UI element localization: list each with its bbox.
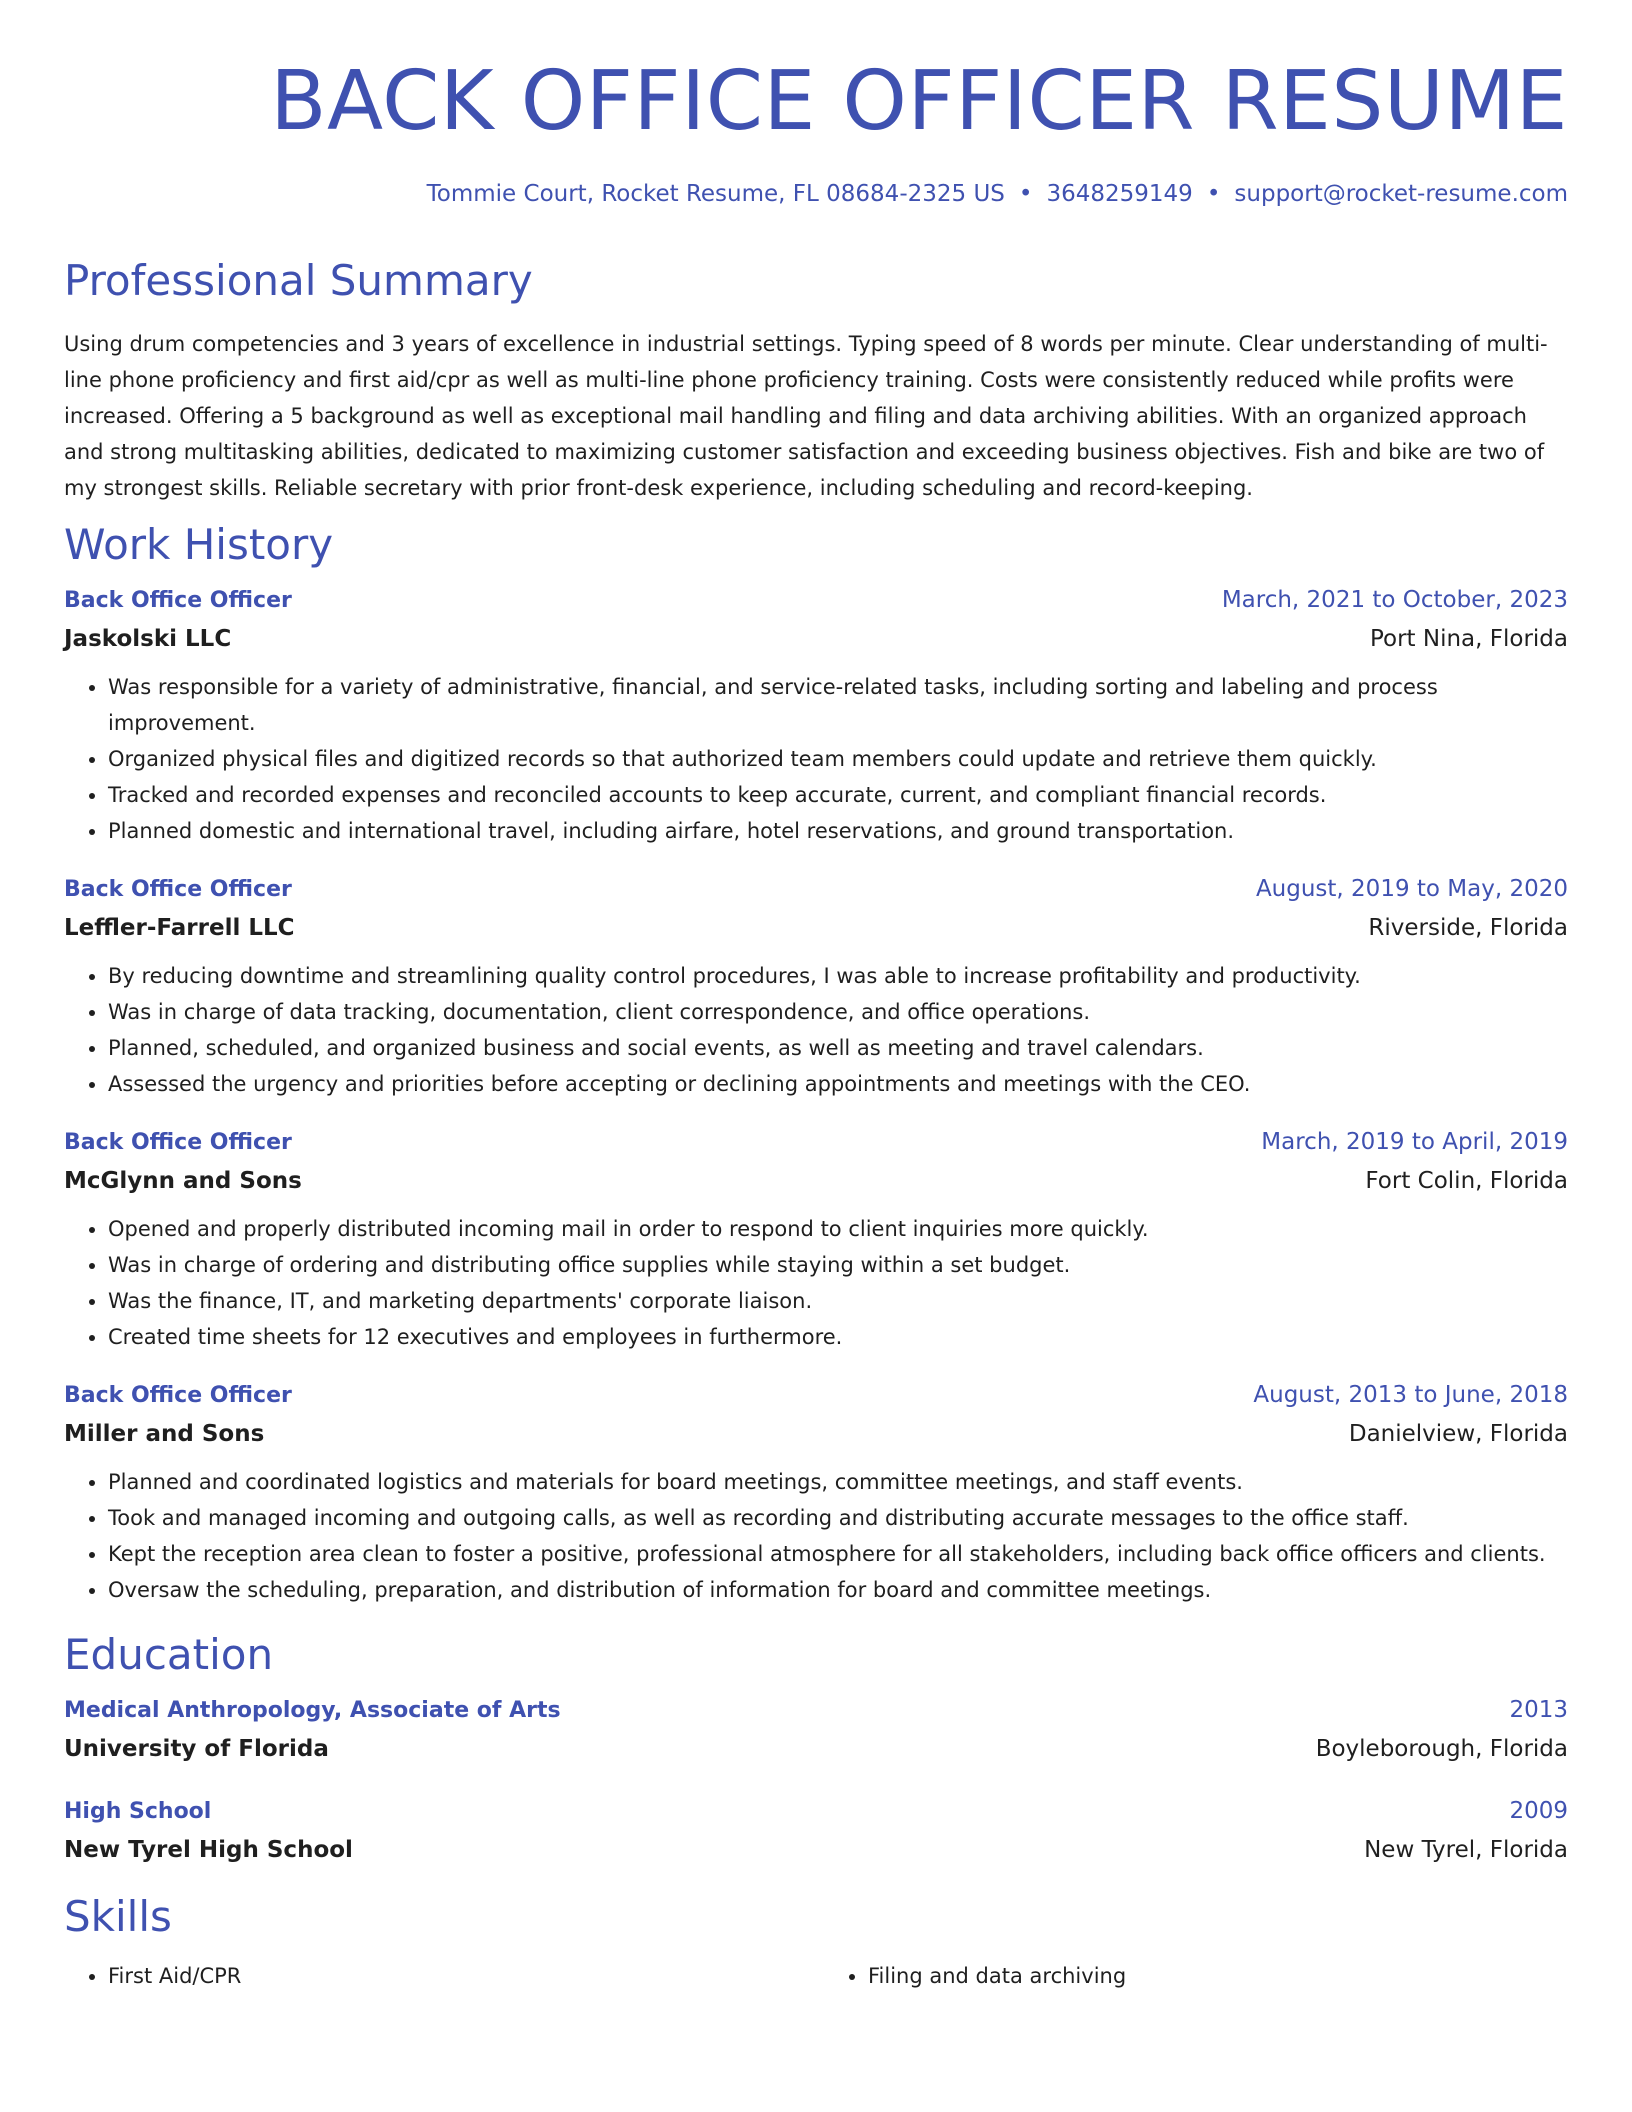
job-bullet: • Organized physical files and digitized records so that authorized team members could update and retrieve them quickly. bbox=[108, 741, 1568, 777]
summary-text: Using drum competencies and 3 years of excellence in industrial settings. Typing speed of 8 words per minute. Clear understanding of multi-line phone proficiency and first aid/cpr as well as multi-line phone proficiency training. Costs were consistently reduced while profits were increased. Offering a 5 background as well as exceptional mail handling and filing and data archiving abilities. With an organized approach and strong multitasking abilities, dedicated to maximizing customer satisfaction and exceeding business objectives. Fish and bike are two of my strongest skills. Reliable secretary with prior front-desk experience, including scheduling and record-keeping. bbox=[64, 332, 1548, 500]
contact-separator: • bbox=[1206, 181, 1221, 207]
job-header-row bbox=[64, 1377, 1568, 1414]
education-degree: Medical Anthropology, Associate of Arts bbox=[64, 1698, 561, 1723]
job-bullet: • Was the finance, IT, and marketing departments' corporate liaison. bbox=[108, 1283, 1568, 1319]
job-company: Miller and Sons bbox=[64, 1421, 265, 1447]
job-bullet: • Oversaw the scheduling, preparation, and distribution of information for board and committee meetings. bbox=[108, 1572, 1568, 1608]
work-section bbox=[64, 520, 1568, 1608]
job-dates: March, 2021 to October, 2023 bbox=[1221, 587, 1568, 613]
job-bullet: • By reducing downtime and streamlining quality control procedures, I was able to increase profitability and productivity. bbox=[108, 958, 1568, 994]
job-bullet: • Assessed the urgency and priorities before accepting or declining appointments and meetings with the CEO. bbox=[108, 1066, 1568, 1102]
job-location: Fort Colin, Florida bbox=[1365, 1168, 1568, 1194]
contact-phone: 3648259149 bbox=[1046, 181, 1193, 207]
education-school-row bbox=[64, 1729, 1568, 1769]
education-entry bbox=[64, 1692, 1568, 1769]
job-company-row bbox=[64, 1414, 1568, 1454]
work-heading: Work History bbox=[64, 520, 334, 569]
contact-line bbox=[427, 178, 1568, 210]
job-bullet: • Planned, scheduled, and organized business and social events, as well as meeting and travel calendars. bbox=[108, 1030, 1568, 1066]
education-school: New Tyrel High School bbox=[64, 1837, 353, 1863]
job-dates: August, 2013 to June, 2018 bbox=[1253, 1382, 1568, 1408]
job-bullets bbox=[64, 1211, 1568, 1355]
job-company: McGlynn and Sons bbox=[64, 1168, 302, 1194]
contact-email: support@rocket-resume.com bbox=[1234, 181, 1568, 207]
education-year: 2013 bbox=[1509, 1697, 1568, 1723]
education-header-row bbox=[64, 1692, 1568, 1729]
job-company-row bbox=[64, 619, 1568, 659]
education-school: University of Florida bbox=[64, 1736, 329, 1762]
contact-separator: • bbox=[1018, 181, 1033, 207]
job-bullet: • Created time sheets for 12 executives and employees in furthermore. bbox=[108, 1319, 1568, 1355]
job-role: Back Office Officer bbox=[64, 588, 292, 613]
job-bullet: • Was responsible for a variety of administrative, financial, and service-related tasks, including sorting and labeling and process improvement. bbox=[108, 669, 1568, 741]
skills-column-right bbox=[808, 1958, 1568, 1994]
job-bullets bbox=[64, 669, 1568, 849]
job-bullet: • Kept the reception area clean to foster a positive, professional atmosphere for all stakeholders, including back office officers and clients. bbox=[108, 1536, 1568, 1572]
education-location: New Tyrel, Florida bbox=[1364, 1837, 1568, 1863]
education-year: 2009 bbox=[1509, 1798, 1568, 1824]
job-role: Back Office Officer bbox=[64, 877, 292, 902]
education-location: Boyleborough, Florida bbox=[1315, 1736, 1568, 1762]
job-company-row bbox=[64, 1161, 1568, 1201]
education-entry bbox=[64, 1793, 1568, 1870]
job-bullet: • Tracked and recorded expenses and reconciled accounts to keep accurate, current, and compliant financial records. bbox=[108, 777, 1568, 813]
education-degree: High School bbox=[64, 1799, 212, 1824]
skill-item: • Filing and data archiving bbox=[868, 1958, 1568, 1994]
job-location: Danielview, Florida bbox=[1348, 1421, 1568, 1447]
job-header-row bbox=[64, 1124, 1568, 1161]
job-company: Jaskolski LLC bbox=[64, 626, 232, 652]
skills-section bbox=[64, 1892, 1568, 1994]
job-bullets bbox=[64, 1464, 1568, 1608]
job-location: Riverside, Florida bbox=[1368, 915, 1568, 941]
job-company: Leffler-Farrell LLC bbox=[64, 915, 295, 941]
job-entry bbox=[64, 871, 1568, 1102]
job-dates: March, 2019 to April, 2019 bbox=[1261, 1129, 1568, 1155]
job-bullet: • Opened and properly distributed incoming mail in order to respond to client inquiries more quickly. bbox=[108, 1211, 1568, 1247]
job-role: Back Office Officer bbox=[64, 1383, 292, 1408]
skills-heading: Skills bbox=[64, 1892, 172, 1941]
skill-item: • First Aid/CPR bbox=[108, 1958, 808, 1994]
summary-heading: Professional Summary bbox=[64, 256, 533, 305]
skills-column-left bbox=[64, 1958, 808, 1994]
job-bullet: • Planned and coordinated logistics and materials for board meetings, committee meetings, and staff events. bbox=[108, 1464, 1568, 1500]
summary-section bbox=[64, 256, 1568, 506]
job-entry bbox=[64, 1377, 1568, 1608]
resume-title: BACK OFFICE OFFICER RESUME bbox=[270, 54, 1568, 149]
job-header-row bbox=[64, 871, 1568, 908]
contact-address: Tommie Court, Rocket Resume, FL 08684-2325 US bbox=[426, 181, 1005, 207]
education-header-row bbox=[64, 1793, 1568, 1830]
job-location: Port Nina, Florida bbox=[1369, 626, 1568, 652]
job-bullet: • Planned domestic and international travel, including airfare, hotel reservations, and ground transportation. bbox=[108, 813, 1568, 849]
job-bullet: • Took and managed incoming and outgoing calls, as well as recording and distributing accurate messages to the office staff. bbox=[108, 1500, 1568, 1536]
job-bullet: • Was in charge of ordering and distributing office supplies while staying within a set budget. bbox=[108, 1247, 1568, 1283]
education-heading: Education bbox=[64, 1630, 274, 1679]
education-school-row bbox=[64, 1830, 1568, 1870]
job-company-row bbox=[64, 908, 1568, 948]
skills-list bbox=[64, 1958, 1568, 1994]
job-bullet: • Was in charge of data tracking, documentation, client correspondence, and office operations. bbox=[108, 994, 1568, 1030]
job-header-row bbox=[64, 582, 1568, 619]
job-role: Back Office Officer bbox=[64, 1130, 292, 1155]
education-section bbox=[64, 1630, 1568, 1870]
job-dates: August, 2019 to May, 2020 bbox=[1255, 876, 1568, 902]
job-bullets bbox=[64, 958, 1568, 1102]
job-entry bbox=[64, 582, 1568, 849]
job-entry bbox=[64, 1124, 1568, 1355]
